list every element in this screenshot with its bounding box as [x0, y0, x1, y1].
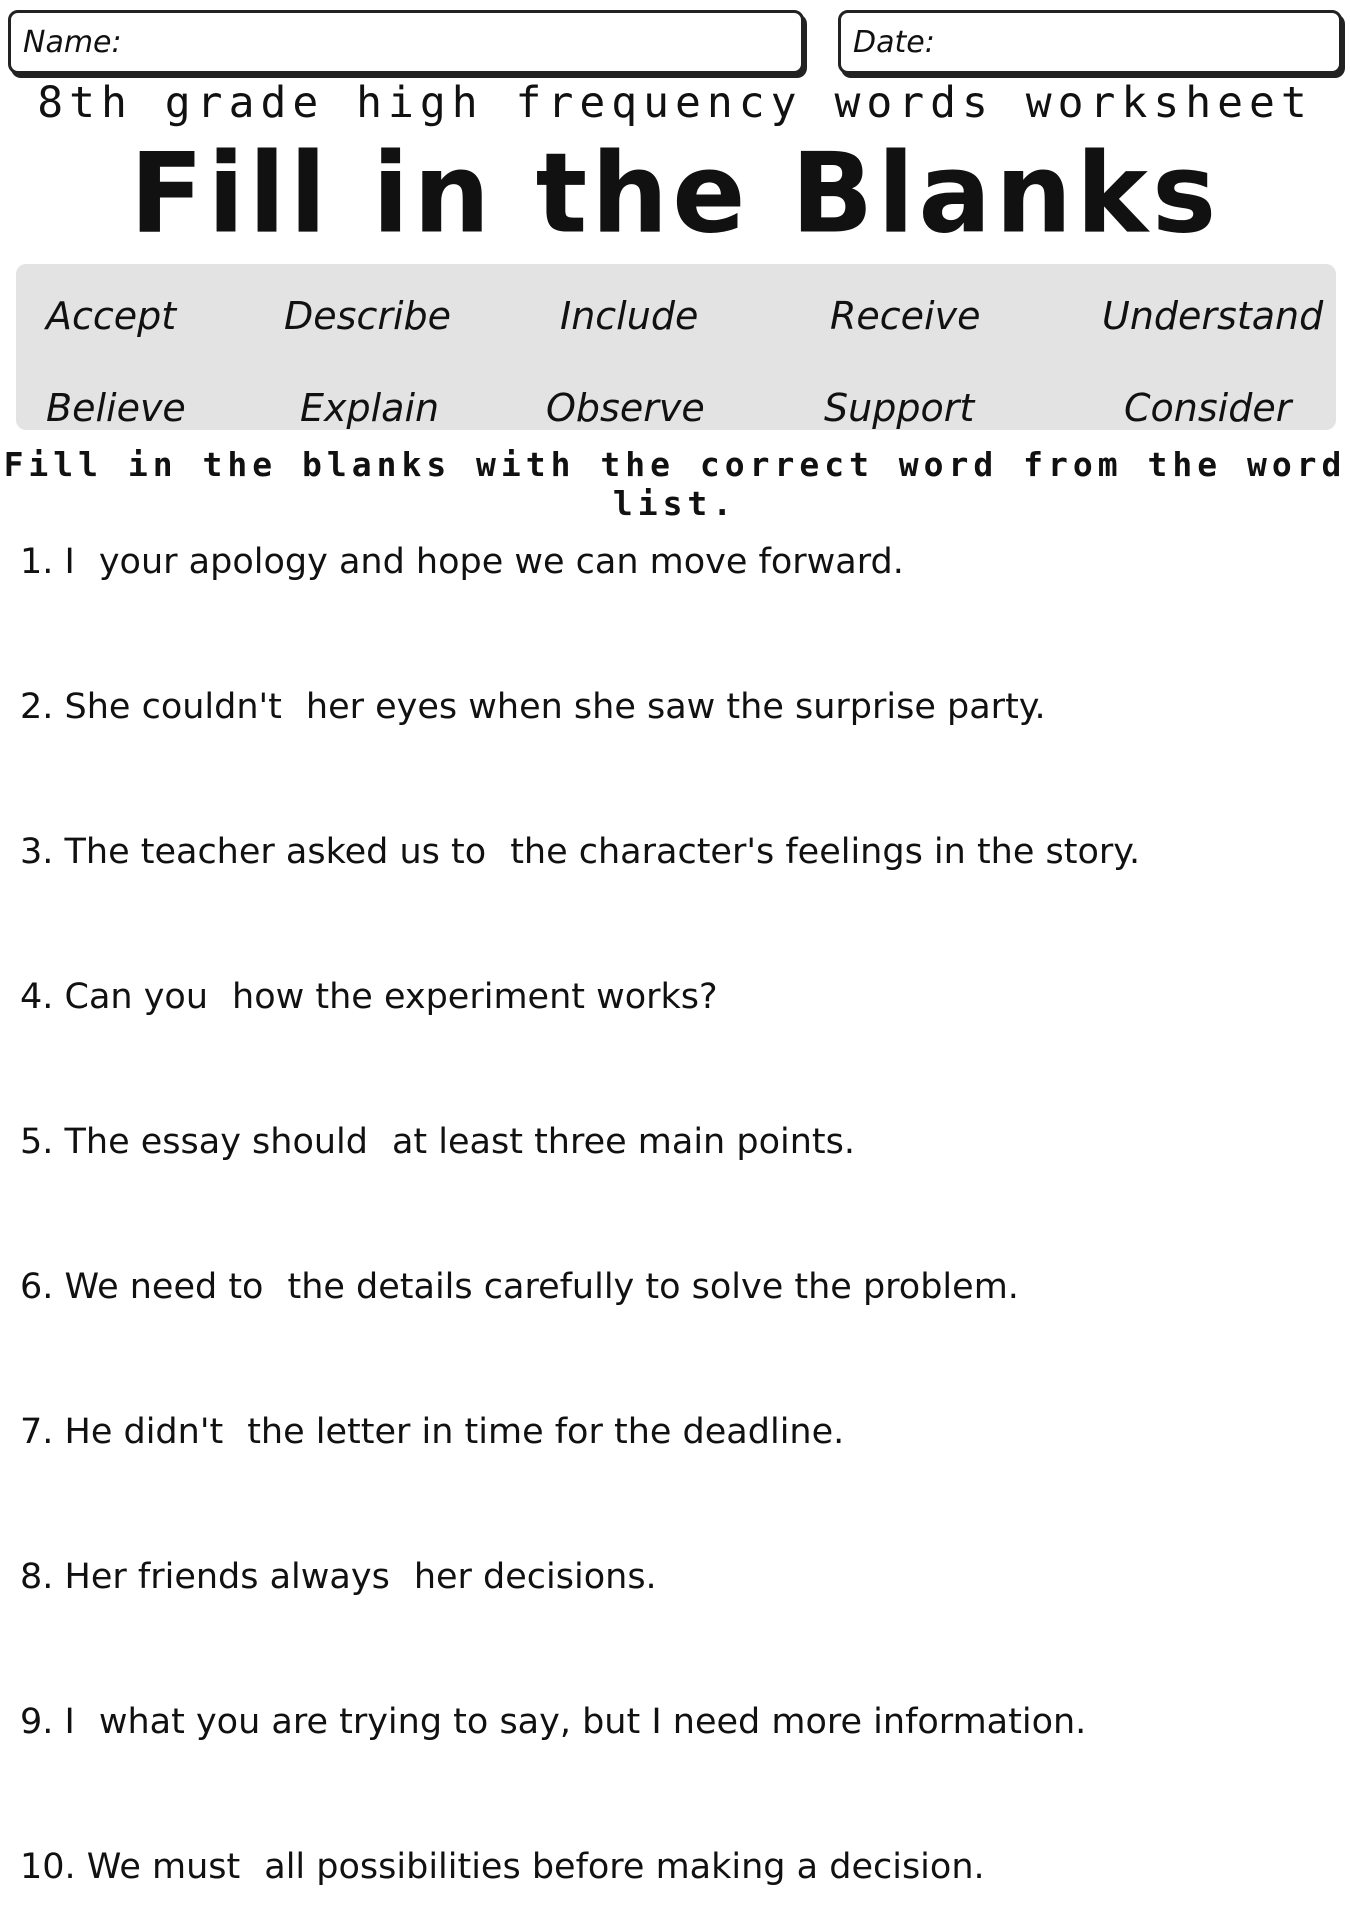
word-bank-item: Support [824, 386, 975, 430]
word-bank-item: Receive [830, 294, 981, 338]
word-bank-item: Accept [46, 294, 177, 338]
word-bank [16, 264, 1336, 430]
question-item: 1. I your apology and hope we can move forward. [20, 542, 904, 582]
question-item: 6. We need to the details carefully to solve the problem. [20, 1267, 1019, 1307]
question-item: 9. I what you are trying to say, but I need more information. [20, 1702, 1087, 1742]
question-item: 10. We must all possibilities before making a decision. [20, 1847, 985, 1887]
word-bank-item: Include [560, 294, 699, 338]
name-field[interactable] [8, 10, 804, 74]
word-bank-item: Observe [546, 386, 705, 430]
word-bank-item: Describe [284, 294, 452, 338]
question-item: 2. She couldn't her eyes when she saw the surprise party. [20, 687, 1046, 727]
question-item: 8. Her friends always her decisions. [20, 1557, 657, 1597]
word-bank-item: Understand [1102, 294, 1324, 338]
instruction-text: Fill in the blanks with the correct word from the word list. [3, 445, 1347, 523]
date-field[interactable] [838, 10, 1342, 74]
question-item: 3. The teacher asked us to the character's feelings in the story. [20, 832, 1141, 872]
name-label: Name: [23, 25, 122, 60]
word-bank-item: Explain [300, 386, 440, 430]
date-label: Date: [853, 25, 935, 60]
question-item: 5. The essay should at least three main points. [20, 1122, 855, 1162]
question-item: 7. He didn't the letter in time for the deadline. [20, 1412, 845, 1452]
worksheet-title: Fill in the Blanks [129, 130, 1221, 259]
worksheet-subtitle: 8th grade high frequency words worksheet [37, 78, 1313, 128]
question-item: 4. Can you how the experiment works? [20, 977, 718, 1017]
word-bank-item: Consider [1124, 386, 1292, 430]
word-bank-item: Believe [46, 386, 186, 430]
